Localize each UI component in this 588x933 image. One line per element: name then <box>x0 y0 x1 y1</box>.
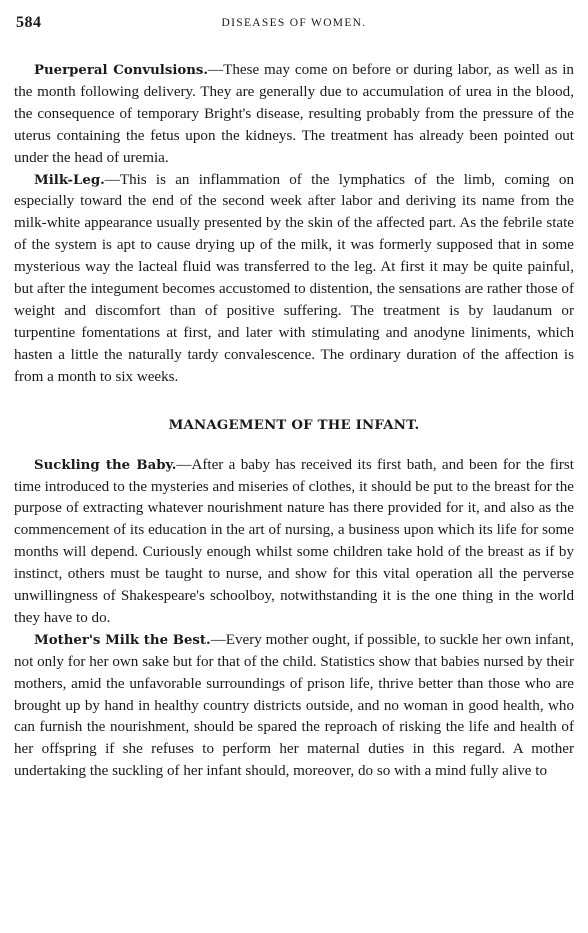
paragraph-body: —These may come on before or during labor, as well as in the month following delivery. They are generally due to accumulation of urea in the blood, the consequence of temporary Bright's disease, resulting probably from the pressure of the uterus containing the fetus upon the kidneys. The treatment has already been pointed out under the head of uremia. <box>14 62 574 166</box>
paragraph-body: —After a baby has received its first bath, and been for the first time introduced to the mysteries and miseries of clothes, it should be put to the breast for the purpose of extracting whatever nourishment nature has there provided for it, and also as the commencement of its education in the art of nursing, a business upon which its life for some months will depend. Curiously enough whilst some children take hold of the breast as if by instinct, others must be taught to nurse, and show for this vital operation all the perverse unwillingness of Shakespeare's schoolboy, notwithstanding it is the one thing in the world they have to do. <box>14 456 575 626</box>
section-puerperal-diseases <box>14 60 574 389</box>
paragraph-lead: Milk-Leg. <box>34 172 105 188</box>
running-title: DISEASES OF WOMEN. <box>221 17 367 29</box>
paragraph-lead: Suckling the Baby. <box>34 457 177 473</box>
section-management-of-infant <box>14 416 574 784</box>
paragraph-suckling-the-baby <box>14 455 574 630</box>
paragraph-mothers-milk-the-best <box>14 630 574 783</box>
paragraph-body: —Every mother ought, if possible, to suckle her own infant, not only for her own sake but for that of the child. Statistics show that babies nursed by their mothers, amid the unfavorable surroundings of prison life, thrive better than those who are brought up by hand in healthy country districts outside, and no woman in good health, who can furnish the nourishment, should be spared the reproach of risking the life and health of her offspring if she refuses to perform her maternal duties in this regard. A mother undertaking the suckling of her infant should, moreover, do so with a mind fully alive to <box>14 631 574 780</box>
running-head <box>14 14 574 36</box>
paragraph-lead: Mother's Milk the Best. <box>34 632 211 648</box>
page-number: 584 <box>16 14 42 31</box>
paragraph-milk-leg <box>14 170 574 389</box>
section-heading: MANAGEMENT OF THE INFANT. <box>168 417 420 433</box>
paragraph-puerperal-convulsions <box>14 60 574 170</box>
paragraph-lead: Puerperal Convulsions. <box>34 63 209 78</box>
paragraph-body: —This is an inflammation of the lymphatics of the limb, coming on especially toward the end of the second week after labor and deriving its name from the milk-white appearance usually presented by the skin of the affected part. As the febrile state of the system is apt to cause drying up of the milk, it was formerly supposed that in some mysterious way the lacteal fluid was transferred to the leg. At first it may be quite painful, but after the integument becomes accustomed to distention, the sensations are rather those of weight and discomfort than of positive suffering. The treatment is by laudanum or turpentine fomentations at first, and later with stimulating and anodyne liniments, which hasten a little the naturally tardy convalescence. The ordinary duration of the affection is from a month to six weeks. <box>14 171 574 385</box>
